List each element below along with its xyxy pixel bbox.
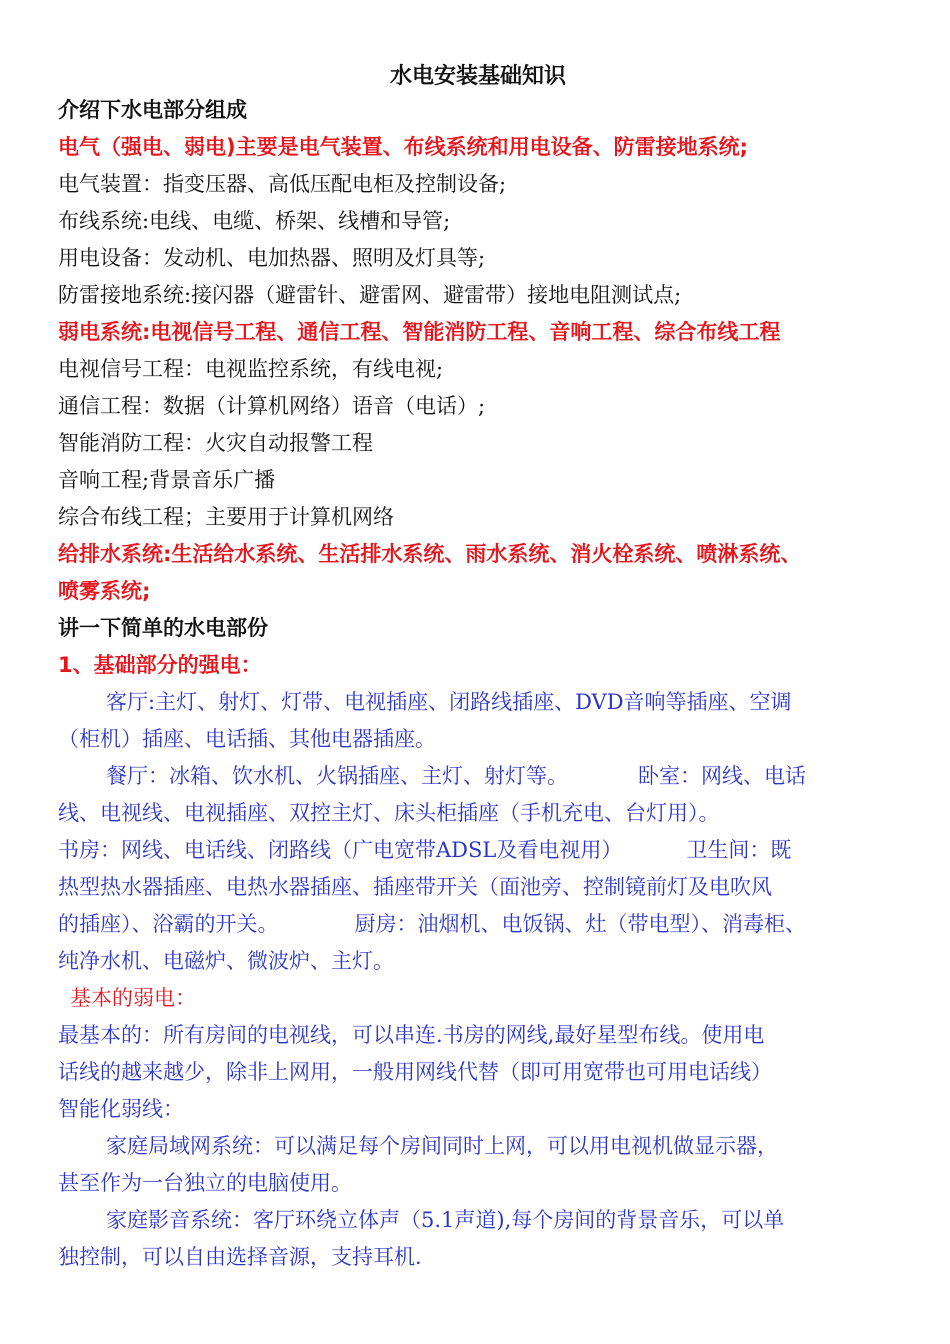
text-line [58,832,898,869]
text-line: 智能消防工程：火灾自动报警工程 [58,431,373,455]
text-line: 电气装置：指变压器、高低压配电柜及控制设备; [58,172,507,196]
subheading-strong-current: 1、基础部分的强电： [58,653,262,677]
bedroom-text: 卧室：网线、电话 [638,764,806,788]
text-line: （柜机）插座、电话插、其他电器插座。 [58,727,436,751]
weak-current-summary: 弱电系统:电视信号工程、通信工程、智能消防工程、音响工程、综合布线工程 [58,320,781,344]
text-line: 电视信号工程：电视监控系统，有线电视; [58,357,444,381]
text-line: 防雷接地系统:接闪器（避雷针、避雷网、避雷带）接地电阻测试点; [58,283,682,307]
text-line [58,758,898,795]
water-system-summary: 给排水系统:生活给水系统、生活排水系统、雨水系统、消火栓系统、喷淋系统、 [58,542,802,566]
text-line: 布线系统:电线、电缆、桥架、线槽和导管; [58,209,451,233]
text-line: 甚至作为一台独立的电脑使用。 [58,1171,352,1195]
text-line [58,906,898,943]
dining-room-text: 餐厅：冰箱、饮水机、火锅插座、主灯、射灯等。 [106,764,568,788]
text-line: 热型热水器插座、电热水器插座、插座带开关（面池旁、控制镜前灯及电吹风 [58,875,772,899]
study-text: 书房：网线、电话线、闭路线（广电宽带ADSL及看电视用） [58,838,623,862]
text-line: 最基本的：所有房间的电视线，可以串连.书房的网线,最好星型布线。使用电 [58,1023,765,1047]
bath-cont-text: 的插座）、浴霸的开关。 [58,912,279,936]
document-page [58,60,898,1276]
text-line: 智能化弱线： [58,1097,184,1121]
text-line: 独控制，可以自由选择音源，支持耳机. [58,1245,422,1269]
text-line: 音响工程;背景音乐广播 [58,468,276,492]
section-heading-simple: 讲一下简单的水电部份 [58,616,268,640]
text-line: 家庭影音系统：客厅环绕立体声（5.1声道),每个房间的背景音乐，可以单 [106,1208,785,1232]
water-system-summary-cont: 喷雾系统; [58,579,151,603]
text-line: 用电设备：发动机、电加热器、照明及灯具等; [58,246,486,270]
text-line: 家庭局域网系统：可以满足每个房间同时上网，可以用电视机做显示器， [106,1134,778,1158]
text-line: 客厅:主灯、射灯、灯带、电视插座、闭路线插座、DVD音响等插座、空调 [106,690,792,714]
section-heading-intro: 介绍下水电部分组成 [58,98,247,122]
electrical-summary: 电气（强电、弱电)主要是电气装置、布线系统和用电设备、防雷接地系统; [58,135,748,159]
document-title: 水电安装基础知识 [389,63,566,89]
text-line: 话线的越来越少，除非上网用，一般用网线代替（即可用宽带也可用电话线） [58,1060,772,1084]
bathroom-text: 卫生间：既 [686,838,792,862]
subheading-weak-current: 基本的弱电： [70,986,196,1010]
text-line: 纯净水机、电磁炉、微波炉、主灯。 [58,949,394,973]
text-line: 通信工程：数据（计算机网络）语音（电话）; [58,394,486,418]
kitchen-text: 厨房：油烟机、电饭锅、灶（带电型）、消毒柜、 [354,912,806,936]
text-line: 综合布线工程；主要用于计算机网络 [58,505,394,529]
text-line: 线、电视线、电视插座、双控主灯、床头柜插座（手机充电、台灯用）。 [58,801,720,825]
